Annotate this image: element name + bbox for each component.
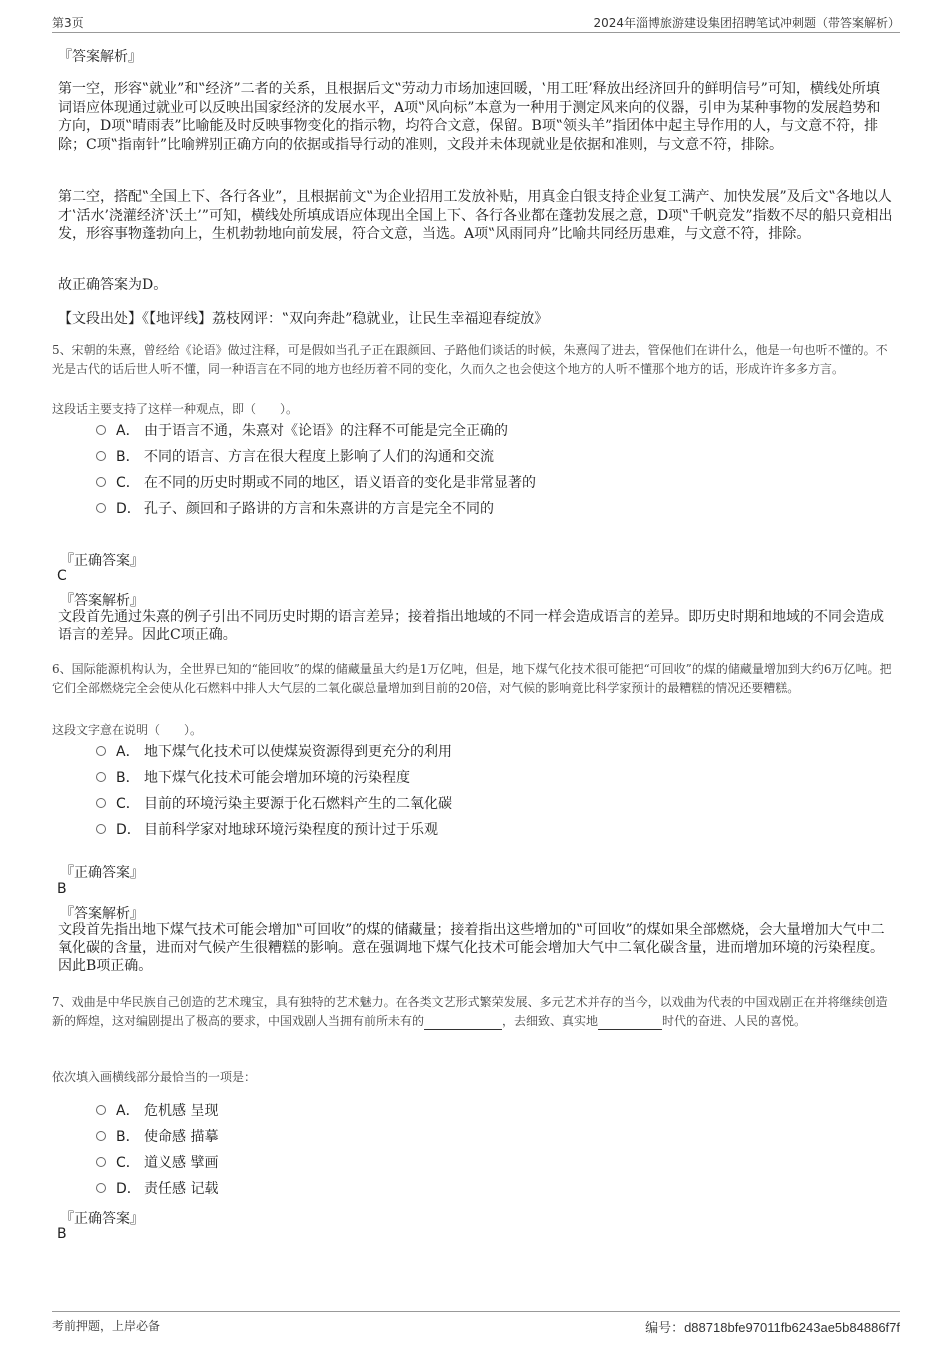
q7-answer-label: 『正确答案』: [60, 1211, 144, 1227]
q5-analysis: 文段首先通过朱熹的例子引出不同历史时期的语言差异；接着指出地域的不同一样会造成语言的差异。即历史时期和地域的不同会造成语言的差异。因此C项正确。: [58, 609, 884, 643]
q7-option-a[interactable]: A． 危机感 呈现: [96, 1101, 218, 1121]
radio-icon[interactable]: [96, 772, 106, 782]
footer-slogan: 考前押题，上岸必备: [52, 1319, 161, 1333]
radio-icon[interactable]: [96, 798, 106, 808]
q6-answer: B: [57, 881, 67, 897]
q7-stem: 依次填入画横线部分最恰当的一项是：: [52, 1070, 257, 1084]
page-header: [52, 12, 900, 33]
radio-icon[interactable]: [96, 1157, 106, 1167]
q5-option-a[interactable]: A． 由于语言不通，朱熹对《论语》的注释不可能是完全正确的: [96, 421, 508, 441]
radio-icon[interactable]: [96, 1183, 106, 1193]
q7-question: 7、戏曲是中华民族自己创造的艺术瑰宝，具有独特的艺术魅力。在各类文艺形式繁荣发展、多元艺术并存的当今，以戏曲为代表的中国戏剧正在并将继续创造新的辉煌，这对编剧提出了极高的要求，中国戏剧人当拥有前所未有的 ，去细致、真实地 时代的奋进、人民的喜悦。: [52, 993, 897, 1030]
q5-option-c[interactable]: C． 在不同的历史时期或不同的地区，语义语音的变化是非常显著的: [96, 473, 536, 493]
q4-analysis-para1: 第一空，形容‟就业”和‟经济”二者的关系，且根据后文‟劳动力市场加速回暖，‛用工旺’释放出经济回升的鲜明信号”可知，横线处所填词语应体现通过就业可以反映出国家经济的发展水平，A项‟风向标”本意为一种用于测定风来向的仪器，引申为某种事物的发展趋势和方向，D项‟晴雨表”比喻能及时反映事物变化的指示物，均符合文意，保留。B项‟领头羊”指团体中起主导作用的人，与文意不符，排除；C项‟指南针”比喻辨别正确方向的依据或指导行动的准则，文段并未体现就业是依据和准则，与文意不符，排除。: [58, 81, 881, 153]
q7-blank-2: [598, 1015, 662, 1030]
radio-icon[interactable]: [96, 451, 106, 461]
q7-option-c[interactable]: C． 道义感 擘画: [96, 1153, 218, 1173]
q4-conclusion: 故正确答案为D。: [58, 277, 168, 293]
q4-analysis-label: 『答案解析』: [58, 49, 142, 65]
q4-source: 【文段出处】《【地评线】荔枝网评：‟双向奔赴”稳就业，让民生幸福迎春绽放》: [58, 311, 549, 327]
q5-analysis-label: 『答案解析』: [60, 593, 144, 609]
radio-icon[interactable]: [96, 477, 106, 487]
q5-answer: C: [57, 568, 67, 584]
q6-stem: 这段文字意在说明（ ）。: [52, 723, 203, 737]
q7-option-b[interactable]: B． 使命感 描摹: [96, 1127, 218, 1147]
q6-analysis-label: 『答案解析』: [60, 906, 144, 922]
radio-icon[interactable]: [96, 503, 106, 513]
document-title: 2024年淄博旅游建设集团招聘笔试冲刺题（带答案解析）: [593, 16, 900, 30]
radio-icon[interactable]: [96, 425, 106, 435]
q7-option-d[interactable]: D． 责任感 记载: [96, 1179, 218, 1199]
radio-icon[interactable]: [96, 1131, 106, 1141]
document-code: 编号：d88718bfe97011fb6243ae5b84886f7f: [645, 1320, 900, 1335]
q5-answer-label: 『正确答案』: [60, 553, 144, 569]
q7-blank-1: [424, 1015, 502, 1030]
page-footer: [52, 1311, 900, 1336]
q6-option-c[interactable]: C． 目前的环境污染主要源于化石燃料产生的二氧化碳: [96, 794, 452, 814]
page-number: 第3页: [52, 16, 84, 30]
q4-analysis-para2: 第二空，搭配‟全国上下、各行各业”，且根据前文‟为企业招用工发放补贴，用真金白银支持企业复工满产、加快发展”及后文‟各地以人才‛活水’浇灌经济‛沃土’”可知，横线处所填成语应体现出全国上下、各行各业都在蓬勃发展之意，D项‟千帆竞发”指数不尽的船只竟相出发，形容事物蓬勃向上，生机勃勃地向前发展，符合文意，当选。A项‟风雨同舟”比喻共同经历患难，与文意不符，排除。: [58, 189, 893, 242]
q5-stem: 这段话主要支持了这样一种观点，即（ ）。: [52, 402, 299, 416]
radio-icon[interactable]: [96, 746, 106, 756]
radio-icon[interactable]: [96, 824, 106, 834]
q6-option-d[interactable]: D． 目前科学家对地球环境污染程度的预计过于乐观: [96, 820, 438, 840]
q7-answer: B: [57, 1226, 67, 1242]
q6-option-b[interactable]: B． 地下煤气化技术可能会增加环境的污染程度: [96, 768, 410, 788]
q6-answer-label: 『正确答案』: [60, 865, 144, 881]
q6-option-a[interactable]: A． 地下煤气化技术可以使煤炭资源得到更充分的利用: [96, 742, 452, 762]
q6-analysis: 文段首先指出地下煤气技术可能会增加‟可回收”的煤的储藏量；接着指出这些增加的‟可回收”的煤如果全部燃烧，会大量增加大气中二氧化碳的含量，进而对气候产生很糟糕的影响。意在强调地下煤气化技术可能会增加大气中二氧化碳含量，进而增加环境的污染程度。因此B项正确。: [58, 922, 885, 974]
radio-icon[interactable]: [96, 1105, 106, 1115]
q5-option-d[interactable]: D． 孔子、颜回和子路讲的方言和朱熹讲的方言是完全不同的: [96, 499, 494, 519]
q5-question: 5、宋朝的朱熹，曾经给《论语》做过注释，可是假如当孔子正在跟颜回、子路他们谈话的时候，朱熹闯了进去，管保他们在讲什么，他是一句也听不懂的。不光是古代的话后世人听不懂，同一种语言在不同的地方也经历着不同的变化，久而久之也会使这个地方的人听不懂那个地方的话，形成许许多多方言。: [52, 343, 888, 376]
q5-option-b[interactable]: B． 不同的语言、方言在很大程度上影响了人们的沟通和交流: [96, 447, 494, 467]
q6-question: 6、国际能源机构认为，全世界已知的“能回收”的煤的储藏量虽大约是1万亿吨，但是，地下煤气化技术很可能把“可回收”的煤的储藏量增加到大约6万亿吨。把它们全部燃烧完全会使从化石燃料中排人大气层的二氧化碳总量增加到目前的20倍，对气候的影响竟比科学家预计的最糟糕的情况还要糟糕。: [52, 662, 892, 695]
